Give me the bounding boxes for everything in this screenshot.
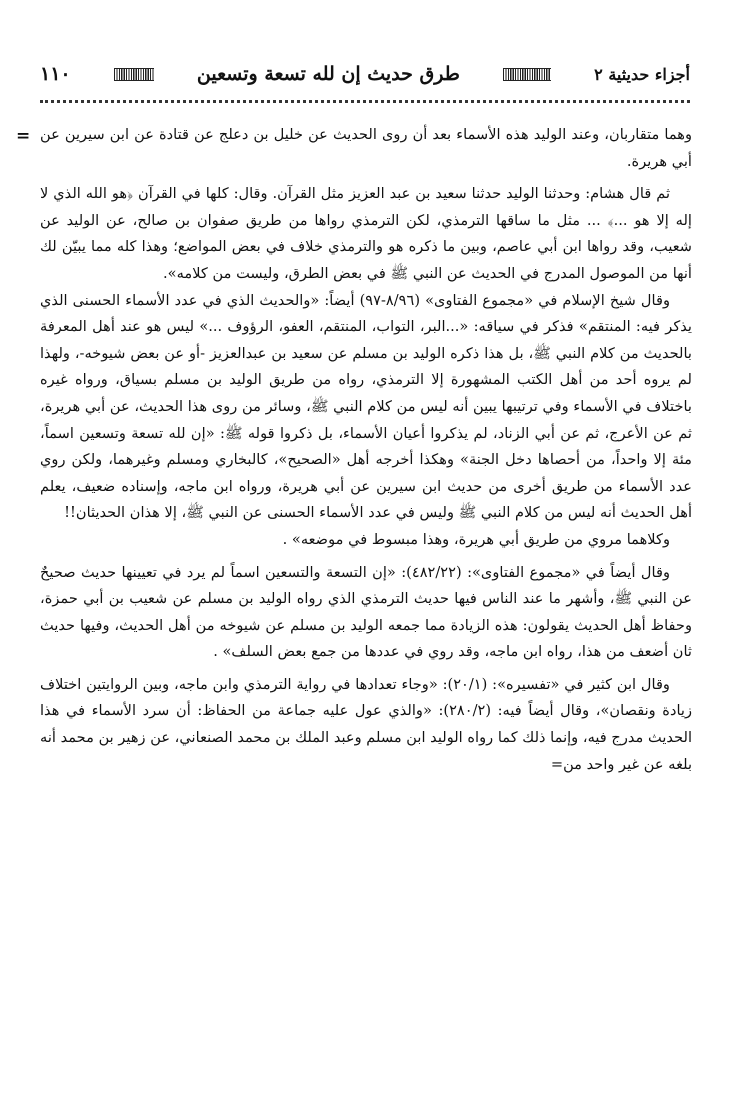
page-number: ١١٠ (40, 63, 71, 85)
running-chapter-title: طرق حديث إن لله تسعة وتسعين (196, 63, 460, 85)
header-ornament-right (114, 68, 154, 81)
paragraph-ibn-kathir: وقال ابن كثير في «تفسيره»: (٢٠/١): «وجاء تعدادها في رواية الترمذي وابن ماجه، وبين الروايتين اختلاف زيادة ونقصان»، وقال أيضاً فيه: (٢٨٠/٢): «والذي عول عليه جماعة من الحفاظ: أن سرد الأسماء في هذا الحديث مدرج فيه، وإنما ذلك كما رواه الوليد ابن مسلم وعبد الملك بن محمد الصنعاني، عن زهير بن محمد أنه بلغه عن غير واحد من= (40, 675, 693, 773)
paragraph-fatawa: وقال أيضاً في «مجموع الفتاوى»: (٤٨٢/٢٢): «إن التسعة والتسعين اسماً لم يرد في تعيينها حديث صحيحٌ عن النبي ﷺ، وأشهر ما عند الناس فيها حديث الترمذي الذي رواه الوليد بن مسلم عن شعيب بن أبي حمزة، وحفاظ أهل الحديث يقولون: هذه الزيادة مما جمعه الوليد بن مسلم عن شيوخه من أهل الحديث، وفيها حديث ثان أضعف من هذا، رواه ابن ماجه، وقد روي في عددها من جمع بعض السلف» . (40, 563, 692, 661)
header-ornament-left (503, 68, 551, 81)
paragraph-continued: وهما متقاربان، وعند الوليد هذه الأسماء بعد أن روى الحديث عن خليل بن دعلج عن قتادة عن ابن سيرين عن أبي هريرة. (40, 126, 692, 170)
continuation-mark: = (16, 126, 31, 146)
page-body (40, 122, 692, 778)
page-header (40, 52, 690, 96)
header-divider (40, 100, 690, 103)
running-book-title: أجزاء حديثية ٢ (594, 64, 690, 84)
paragraph-hisham: ثم قال هشام: وحدثنا الوليد حدثنا سعيد بن عبد العزيز مثل القرآن. وقال: كلها في القرآن ﴿هو الله الذي لا إله إلا هو ...﴾ ... مثل ما ساقها الترمذي، لكن الترمذي رواها من طريق صفوان بن صالح، عن الوليد عن شعيب، وقد رواها ابن أبي عاصم، وبين ما ذكره هو والترمذي خلاف في بعض المواضع؛ وهذا كله مما يبيّن لك أنها من الموصول المدرج في الحديث عن النبي ﷺ في بعض الطرق، وليست من كلامه». (40, 185, 692, 282)
paragraph-shaykh-al-islam: وقال شيخ الإسلام في «مجموع الفتاوى» (٨/٩٦-٩٧) أيضاً: «والحديث الذي في عدد الأسماء الحسنى الذي يذكر فيه: المنتقم» فذكر في سياقه: «...البر، التواب، المنتقم، العفو، الرؤوف ...» ليس هو عند أهل المعرفة بالحديث من كلام النبي ﷺ، بل هذا ذكره الوليد بن مسلم عن سعيد بن عبدالعزيز -أو عن بعض شيوخه-، ولهذا لم يروه أحد من أهل الكتب المشهورة إلا الترمذي، رواه من طريق الوليد بن مسلم بسياق، ورواه غيره باختلاف في الأسماء وفي ترتيبها يبين أنه ليس من كلام النبي ﷺ، وسائر من روى هذا الحديث، عن أبي هريرة، ثم عن الأعرج، ثم عن أبي الزناد، لم يذكروا أعيان الأسماء، بل ذكروا قوله ﷺ: «إن لله تسعة وتسعين اسماً، مئة إلا واحداً، من أحصاها دخل الجنة» وهكذا أخرجه أهل «الصحيح»، كالبخاري ومسلم وغيرهما، ولكن روي عدد الأسماء من طريق أخرى من حديث ابن سيرين عن أبي هريرة، ورواه ابن ماجه، وإسناده ضعيف، يعلم أهل الحديث أنه ليس من كلام النبي ﷺ وليس في عدد الأسماء الحسنى عن النبي ﷺ، إلا هذان الحديثان!! (40, 291, 692, 522)
paragraph-both-narrated: وكلاهما مروي من طريق أبي هريرة، وهذا مبسوط في موضعه» . (282, 530, 670, 548)
